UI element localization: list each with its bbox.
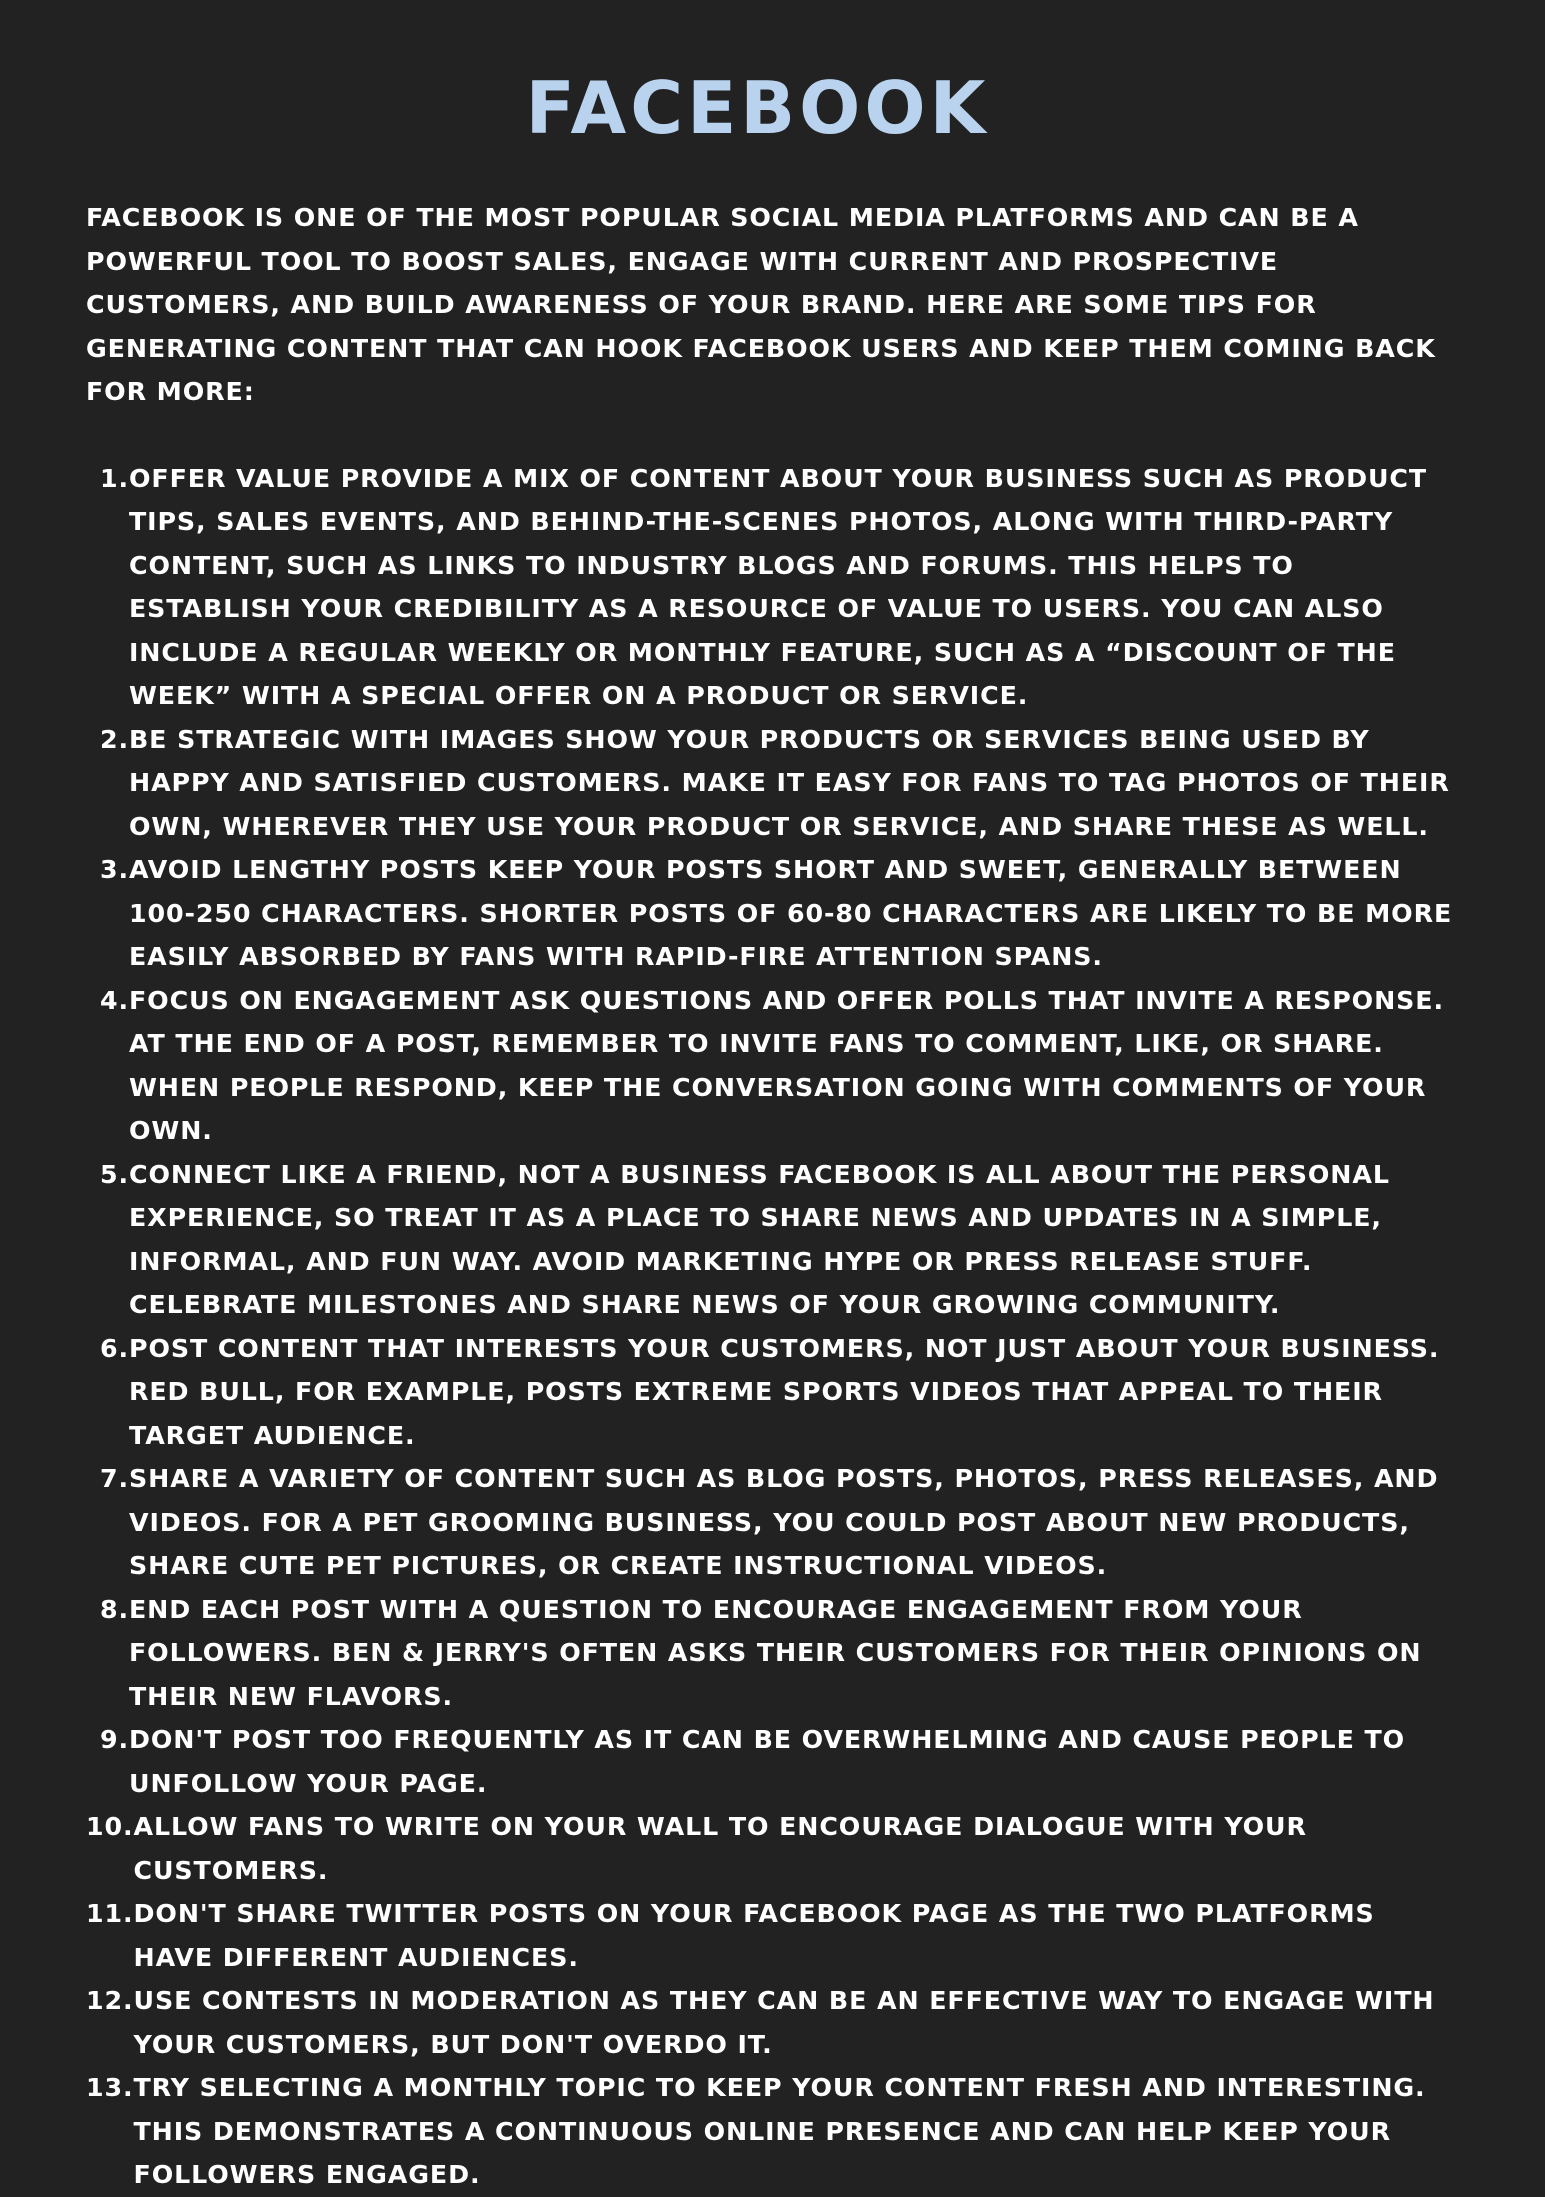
- list-item-number: 13.: [86, 2073, 134, 2102]
- list-item: [86, 1892, 1459, 1979]
- list-item-number: 8.: [99, 1594, 129, 1624]
- list-item-text: FOCUS ON ENGAGEMENT ASK QUESTIONS AND OFFER POLLS THAT INVITE A RESPONSE. AT THE END OF A POST, REMEMBER TO INVITE FANS TO COMMENT, LIKE, OR SHARE. WHEN PEOPLE RESPOND, KEEP THE CONVERSATION GOING WITH COMMENTS OF YOUR OWN.: [129, 985, 1444, 1145]
- list-item: [86, 848, 1459, 979]
- list-item-number: 5.: [99, 1159, 129, 1189]
- tips-list: [86, 457, 1459, 2197]
- list-item-text: DON'T POST TOO FREQUENTLY AS IT CAN BE OVERWHELMING AND CAUSE PEOPLE TO UNFOLLOW YOUR PAGE.: [129, 1725, 1406, 1798]
- list-item: [86, 1718, 1459, 1805]
- list-item: [86, 1153, 1459, 1327]
- list-item-number: 11.: [86, 1899, 134, 1928]
- list-item: [86, 1805, 1459, 1892]
- list-item-text: DON'T SHARE TWITTER POSTS ON YOUR FACEBOOK PAGE AS THE TWO PLATFORMS HAVE DIFFERENT AUDIENCES.: [133, 1899, 1375, 1972]
- list-item-number: 1.: [99, 463, 129, 493]
- list-item-text: AVOID LENGTHY POSTS KEEP YOUR POSTS SHORT AND SWEET, GENERALLY BETWEEN 100-250 CHARACTERS. SHORTER POSTS OF 60-80 CHARACTERS ARE LIKELY TO BE MORE EASILY ABSORBED BY FANS WITH RAPID-FIRE ATTENTION SPANS.: [129, 855, 1453, 971]
- list-item-text: BE STRATEGIC WITH IMAGES SHOW YOUR PRODUCTS OR SERVICES BEING USED BY HAPPY AND SATISFIED CUSTOMERS. MAKE IT EASY FOR FANS TO TAG PHOTOS OF THEIR OWN, WHEREVER THEY USE YOUR PRODUCT OR SERVICE, AND SHARE THESE AS WELL.: [129, 724, 1450, 841]
- list-item-text: OFFER VALUE PROVIDE A MIX OF CONTENT ABOUT YOUR BUSINESS SUCH AS PRODUCT TIPS, SALES EVENTS, AND BEHIND-THE-SCENES PHOTOS, ALONG WITH THIRD-PARTY CONTENT, SUCH AS LINKS TO INDUSTRY BLOGS AND FORUMS. THIS HELPS TO ESTABLISH YOUR CREDIBILITY AS A RESOURCE OF VALUE TO USERS. YOU CAN ALSO INCLUDE A REGULAR WEEKLY OR MONTHLY FEATURE, SUCH AS A “DISCOUNT OF THE WEEK” WITH A SPECIAL OFFER ON A PRODUCT OR SERVICE.: [129, 463, 1428, 710]
- list-item-number: 12.: [86, 1986, 134, 2015]
- list-item: [86, 457, 1459, 718]
- list-item-number: 9.: [99, 1725, 129, 1754]
- list-item-text: CONNECT LIKE A FRIEND, NOT A BUSINESS FACEBOOK IS ALL ABOUT THE PERSONAL EXPERIENCE, SO TREAT IT AS A PLACE TO SHARE NEWS AND UPDATES IN A SIMPLE, INFORMAL, AND FUN WAY. AVOID MARKETING HYPE OR PRESS RELEASE STUFF. CELEBRATE MILESTONES AND SHARE NEWS OF YOUR GROWING COMMUNITY.: [129, 1159, 1390, 1319]
- list-item: [86, 718, 1459, 849]
- list-item: [86, 1457, 1459, 1588]
- list-item: [86, 1979, 1459, 2066]
- list-item: [86, 979, 1459, 1153]
- intro-paragraph: FACEBOOK IS ONE OF THE MOST POPULAR SOCIAL MEDIA PLATFORMS AND CAN BE A POWERFUL TOOL TO BOOST SALES, ENGAGE WITH CURRENT AND PROSPECTIVE CUSTOMERS, AND BUILD AWARENESS OF YOUR BRAND. HERE ARE SOME TIPS FOR GENERATING CONTENT THAT CAN HOOK FACEBOOK USERS AND KEEP THEM COMING BACK FOR MORE:: [86, 203, 1436, 406]
- list-item-number: 3.: [99, 855, 129, 884]
- list-item: [86, 1327, 1459, 1458]
- list-item-number: 2.: [99, 724, 129, 754]
- list-item-text: END EACH POST WITH A QUESTION TO ENCOURAGE ENGAGEMENT FROM YOUR FOLLOWERS. BEN & JERRY'S OFTEN ASKS THEIR CUSTOMERS FOR THEIR OPINIONS ON THEIR NEW FLAVORS.: [129, 1594, 1422, 1711]
- list-item-number: 6.: [99, 1333, 129, 1363]
- list-item-number: 4.: [99, 985, 129, 1015]
- list-item-number: 10.: [86, 1812, 134, 1841]
- list-item: [86, 2066, 1459, 2197]
- list-item-text: USE CONTESTS IN MODERATION AS THEY CAN BE AN EFFECTIVE WAY TO ENGAGE WITH YOUR CUSTOMERS, BUT DON'T OVERDO IT.: [133, 1986, 1435, 2059]
- list-item-text: ALLOW FANS TO WRITE ON YOUR WALL TO ENCOURAGE DIALOGUE WITH YOUR CUSTOMERS.: [133, 1812, 1307, 1885]
- list-item: [86, 1588, 1459, 1719]
- list-item-number: 7.: [99, 1464, 129, 1493]
- list-item-text: TRY SELECTING A MONTHLY TOPIC TO KEEP YOUR CONTENT FRESH AND INTERESTING. THIS DEMONSTRATES A CONTINUOUS ONLINE PRESENCE AND CAN HELP KEEP YOUR FOLLOWERS ENGAGED.: [133, 2073, 1426, 2189]
- list-item-text: SHARE A VARIETY OF CONTENT SUCH AS BLOG POSTS, PHOTOS, PRESS RELEASES, AND VIDEOS. FOR A PET GROOMING BUSINESS, YOU COULD POST ABOUT NEW PRODUCTS, SHARE CUTE PET PICTURES, OR CREATE INSTRUCTIONAL VIDEOS.: [129, 1464, 1439, 1580]
- list-item-text: POST CONTENT THAT INTERESTS YOUR CUSTOMERS, NOT JUST ABOUT YOUR BUSINESS. RED BULL, FOR EXAMPLE, POSTS EXTREME SPORTS VIDEOS THAT APPEAL TO THEIR TARGET AUDIENCE.: [129, 1333, 1440, 1450]
- page-title: FACEBOOK: [525, 66, 990, 150]
